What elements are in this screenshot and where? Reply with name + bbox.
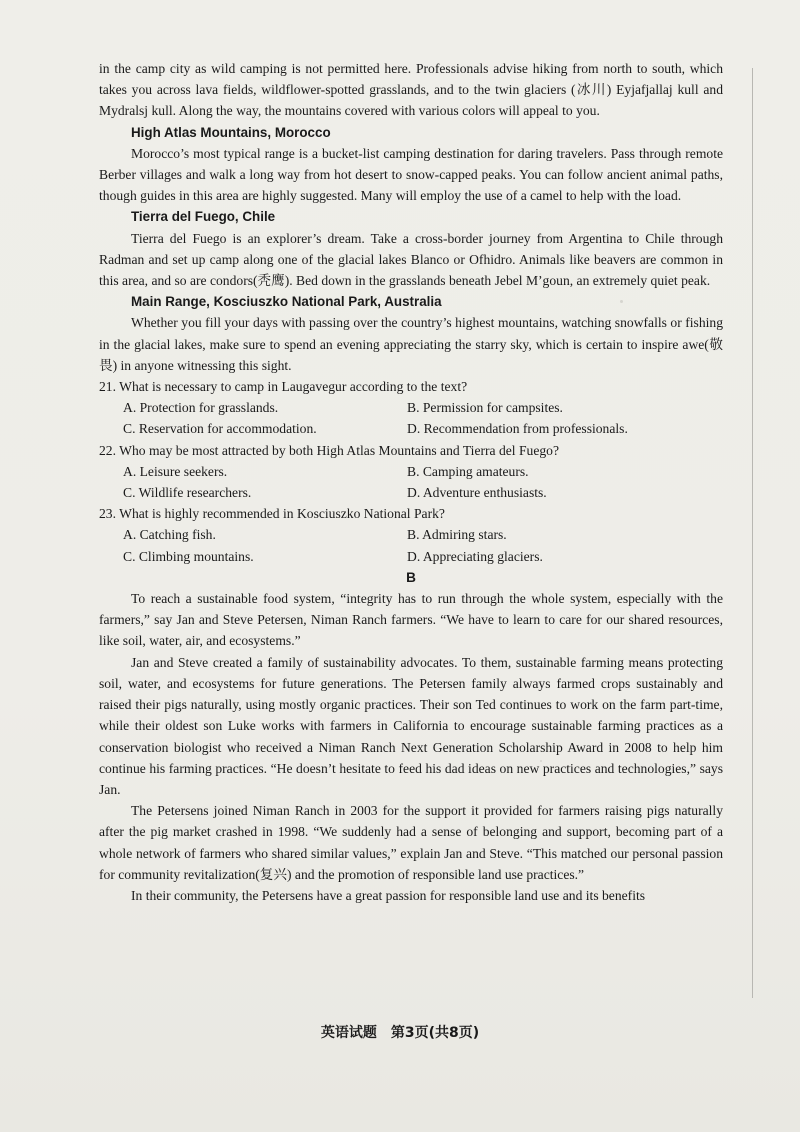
passage-b-paragraph: In their community, the Petersens have a great passion for responsible land use and its benefits bbox=[131, 887, 646, 903]
question-23 bbox=[99, 503, 723, 567]
question-22 bbox=[99, 440, 723, 504]
question-stem: 21. What is necessary to camp in Laugavegur according to the text? bbox=[99, 379, 468, 395]
option-a: A. Catching fish. bbox=[123, 527, 216, 543]
passage-a-intro: in the camp city as wild camping is not permitted here. Professionals advise hiking from north to south, which takes you across lava fields, wildflower-spotted grasslands, and to the twin glaciers (冰川) Eyjafjallaj kull and Mydralsj kull. Along the way, the mountains covered with various colors will appeal to you. bbox=[99, 61, 723, 119]
page-footer: 英语试题 第3页(共8页) bbox=[320, 1025, 480, 1041]
section-heading-kosciuszko: Main Range, Kosciuszko National Park, Australia bbox=[131, 294, 442, 310]
passage-b-paragraph: To reach a sustainable food system, “integrity has to run through the whole system, especially with the farmers,” say Jan and Steve Petersen, Niman Ranch farmers. “We have to learn to care for our shared resources, like soil, water, air, and ecosystems.” bbox=[99, 591, 723, 649]
option-b: B. Permission for campsites. bbox=[407, 400, 563, 416]
section-heading-tierra-del-fuego: Tierra del Fuego, Chile bbox=[131, 209, 276, 225]
passage-b-paragraph: Jan and Steve created a family of sustainability advocates. To them, sustainable farming means protecting soil, water, and ecosystems for future generations. The Petersen family always farmed crops sustainably and raised their pigs naturally, using mostly organic practices. Their son Ted continues to work on the farm part-time, while their oldest son Luke works with farmers in California to encourage sustainable farming practices as a conservation biologist who received a Niman Ranch Next Generation Scholarship Award in 2008 to help him continue his farming practices. “He doesn’t hesitate to feed his dad ideas on new practices and technologies,” says Jan. bbox=[99, 654, 723, 797]
options-row bbox=[99, 482, 723, 503]
options-row bbox=[99, 546, 723, 567]
page-content bbox=[99, 58, 723, 906]
options-row bbox=[99, 461, 723, 482]
option-c: C. Reservation for accommodation. bbox=[123, 421, 317, 437]
binding-margin-line bbox=[752, 68, 753, 998]
option-d: D. Appreciating glaciers. bbox=[407, 548, 543, 564]
option-b: B. Camping amateurs. bbox=[407, 463, 529, 479]
options-row bbox=[99, 397, 723, 418]
question-stem: 22. Who may be most attracted by both High Atlas Mountains and Tierra del Fuego? bbox=[99, 442, 559, 458]
section-heading-high-atlas: High Atlas Mountains, Morocco bbox=[131, 124, 331, 140]
option-b: B. Admiring stars. bbox=[407, 527, 507, 543]
question-21 bbox=[99, 376, 723, 440]
option-c: C. Climbing mountains. bbox=[123, 548, 254, 564]
passage-b-paragraph: The Petersens joined Niman Ranch in 2003 for the support it provided for farmers raising pigs naturally after the pig market crashed in 1998. “We suddenly had a sense of belonging and support, becoming part of a whole network of farmers who shared similar values,” explain Jan and Steve. “This matched our personal passion for community revitalization(复兴) and the promotion of responsible land use practices.” bbox=[99, 803, 723, 882]
question-stem: 23. What is highly recommended in Kosciuszko National Park? bbox=[99, 506, 445, 522]
passage-b-label: B bbox=[406, 569, 416, 585]
option-a: A. Protection for grasslands. bbox=[123, 400, 279, 416]
options-row bbox=[99, 524, 723, 545]
option-a: A. Leisure seekers. bbox=[123, 463, 228, 479]
section-body-tierra-del-fuego: Tierra del Fuego is an explorer’s dream. Take a cross-border journey from Argentina to Chile through Radman and set up camp along one of the glacial lakes Blanco or Ofhidro. Animals like beavers are common in this area, and so are condors(秃鹰). Bed down in the grasslands beneath Jebel M’goun, an extremely quiet peak. bbox=[99, 230, 723, 289]
option-d: D. Recommendation from professionals. bbox=[407, 421, 628, 437]
options-row bbox=[99, 418, 723, 439]
section-body-kosciuszko: Whether you fill your days with passing over the country’s highest mountains, watching snowfalls or fishing in the glacial lakes, make sure to spend an evening appreciating the starry sky, which is certain to inspire awe(敬畏) in anyone witnessing this sight. bbox=[99, 315, 723, 373]
option-c: C. Wildlife researchers. bbox=[123, 485, 252, 501]
option-d: D. Adventure enthusiasts. bbox=[407, 485, 547, 501]
section-body-high-atlas: Morocco’s most typical range is a bucket-list camping destination for daring travelers. Pass through remote Berber villages and walk a long way from hot desert to snow-capped peaks. You can follow ancient animal paths, though guides in this area are highly suggested. Many will employ the use of a camel to help with the load. bbox=[99, 145, 723, 204]
